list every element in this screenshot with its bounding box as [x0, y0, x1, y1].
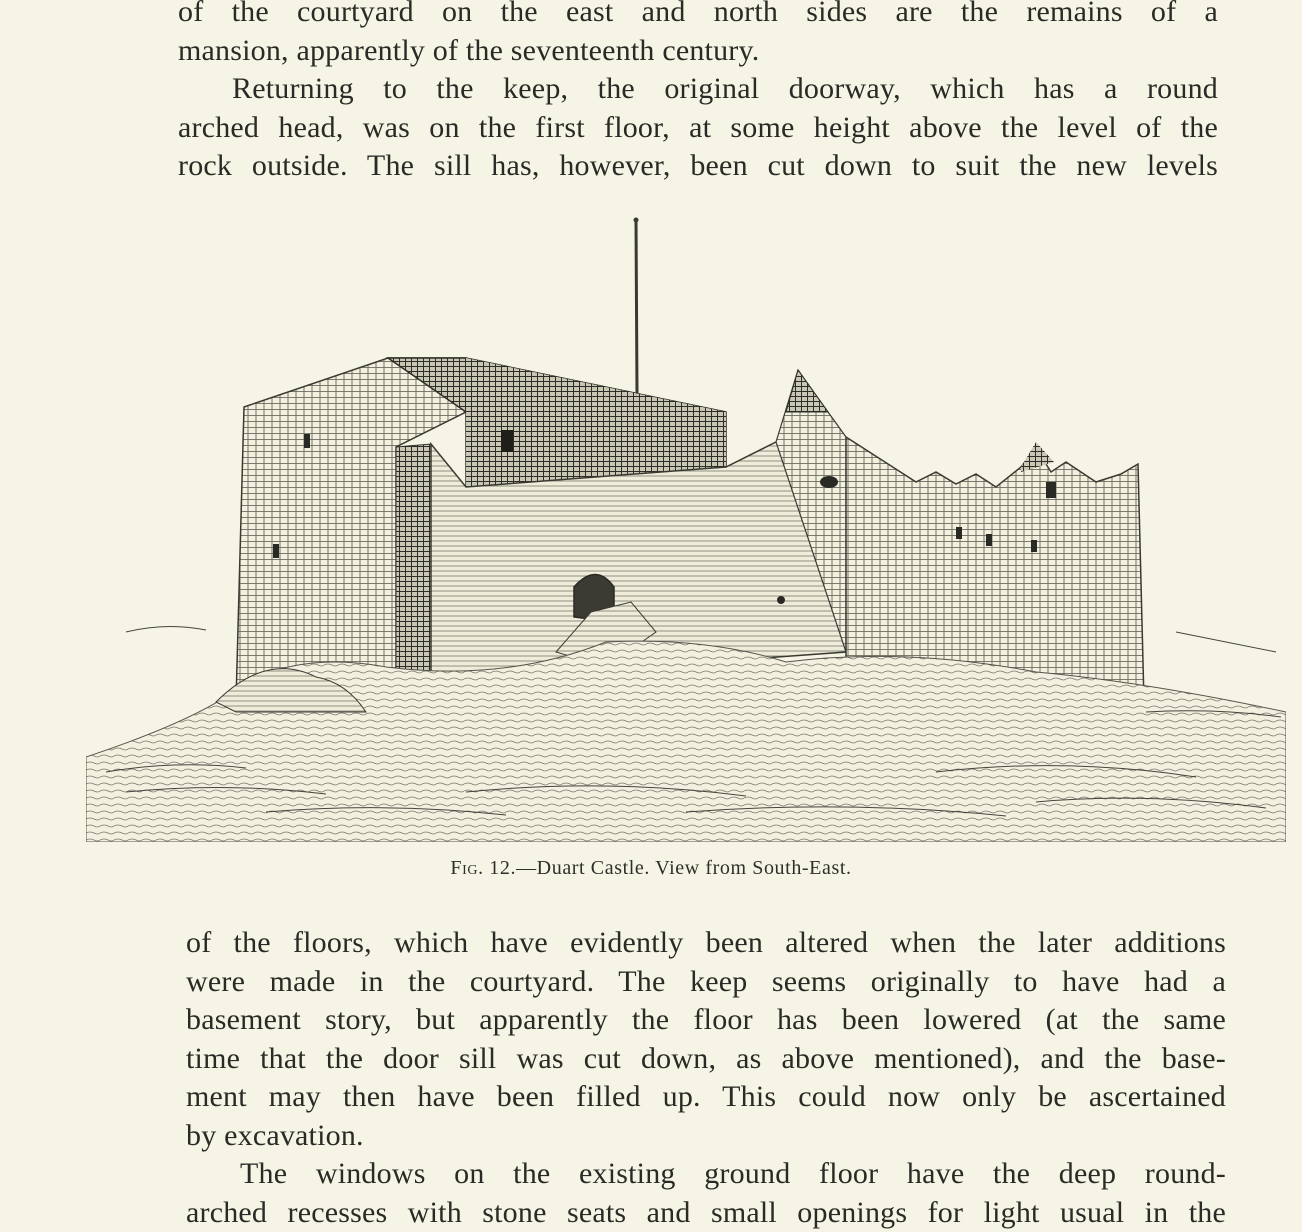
text-line: mansion, apparently of the seventeenth century.	[178, 32, 1218, 71]
castle-engraving-image	[86, 212, 1286, 842]
top-paragraphs	[178, 0, 1218, 186]
figure-caption	[0, 857, 1302, 880]
text-line: basement story, but apparently the floor has been lowered (at the same	[186, 1001, 1226, 1040]
bottom-paragraphs	[186, 924, 1226, 1232]
text-line: of the floors, which have evidently been altered when the later additions	[186, 924, 1226, 963]
text-line: Returning to the keep, the original doorway, which has a round	[178, 70, 1218, 109]
text-line: ment may then have been filled up. This could now only be ascertained	[186, 1078, 1226, 1117]
text-line: by excavation.	[186, 1117, 1226, 1156]
castle-illustration	[86, 212, 1286, 842]
text-line: of the courtyard on the east and north sides are the remains of a	[178, 0, 1218, 32]
text-line: arched head, was on the first floor, at some height above the level of the	[178, 109, 1218, 148]
text-line: time that the door sill was cut down, as above mentioned), and the base-	[186, 1040, 1226, 1079]
text-line: arched recesses with stone seats and small openings for light usual in the	[186, 1194, 1226, 1232]
text-line: rock outside. The sill has, however, been cut down to suit the new levels	[178, 147, 1218, 186]
text-line: were made in the courtyard. The keep seems originally to have had a	[186, 963, 1226, 1002]
text-line: The windows on the existing ground floor have the deep round-	[186, 1155, 1226, 1194]
caption-text: 12.—Duart Castle. View from South-East.	[484, 857, 852, 879]
caption-prefix: Fig.	[450, 857, 483, 879]
